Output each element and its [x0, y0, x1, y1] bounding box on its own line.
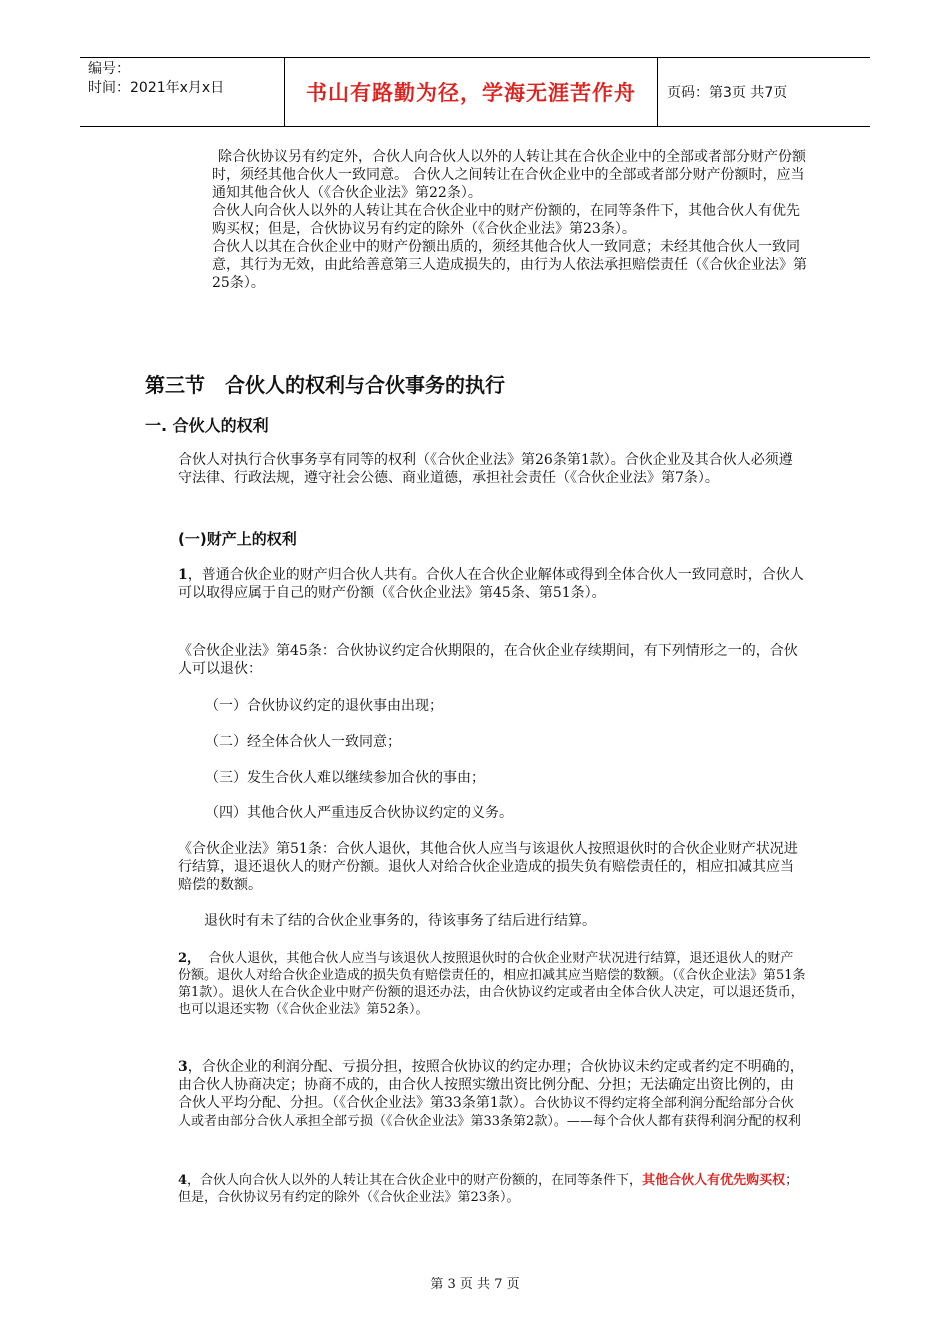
intro-paragraph-3: 合伙人以其在合伙企业中的财产份额出质的，须经其他合伙人一致同意；未经其他合伙人一致同意，其行为无效，由此给善意第三人造成损失的，由行为人依法承担赔偿责任（《合伙企业法》第25条）。	[212, 239, 807, 291]
item-4-number: 4	[178, 1173, 188, 1188]
time-label: 时间：2021年x月x日	[88, 80, 225, 96]
header-page-info: 页码：第3页 共7页	[667, 85, 788, 101]
item-2-text: 合伙人退伙，其他合伙人应当与该退伙人按照退伙时的合伙企业财产状况进行结算，退还退伙人的财产份额。退伙人对给合伙企业造成的损失负有赔偿责任的，相应扣减其应当赔偿的数额。（《合伙企业法》第51条第1款）。退伙人在合伙企业中财产份额的退还办法，由合伙协议约定或者由全体合伙人决定，可以退还货币，也可以退还实物（《合伙企业法》第52条）。	[178, 951, 806, 1017]
item-3	[178, 1058, 806, 1130]
intro-paragraph-2: 合伙人向合伙人以外的人转让其在合伙企业中的财产份额的，在同等条件下，其他合伙人有优先购买权；但是，合伙协议另有约定的除外（《合伙企业法》第23条）。	[212, 203, 800, 237]
withdrawal-list-item: （四）其他合伙人严重违反合伙协议约定的义务。	[205, 805, 513, 821]
article-51: 《合伙企业法》第51条：合伙人退伙，其他合伙人应当与该退伙人按照退伙时的合伙企业财产状况进行结算，退还退伙人的财产份额。退伙人对给合伙企业造成的损失负有赔偿责任的，相应扣减其应当赔偿的数额。	[178, 841, 798, 893]
header-motto: 书山有路勤为径，学海无涯苦作舟	[285, 58, 658, 126]
subsection-heading: 一. 合伙人的权利	[145, 416, 269, 435]
section-title: 第三节 合伙人的权利与合伙事务的执行	[145, 373, 505, 397]
intro-block	[212, 148, 808, 292]
rights-intro: 合伙人对执行合伙事务享有同等的权利（《合伙企业法》第26条第1款）。合伙企业及其合伙人必须遵守法律、行政法规，遵守社会公德、商业道德，承担社会责任（《合伙企业法》第7条）。	[178, 452, 793, 486]
article-45: 《合伙企业法》第45条：合伙协议约定合伙期限的，在合伙企业存续期间，有下列情形之一的，合伙人可以退伙：	[178, 643, 798, 677]
header-meta	[80, 58, 285, 126]
withdrawal-list-item: （三）发生合伙人难以继续参加合伙的事由；	[205, 770, 485, 786]
item-2-number: 2，	[178, 951, 201, 966]
property-rights-heading: (一)财产上的权利	[178, 530, 297, 548]
intro-paragraph-1: 除合伙协议另有约定外，合伙人向合伙人以外的人转让其在合伙企业中的全部或者部分财产份额时，须经其他合伙人一致同意。 合伙人之间转让在合伙企业中的全部或者部分财产份额时，应当通知其他合伙人（《合伙企业法》第22条）。	[212, 149, 806, 201]
withdrawal-list-item: （二）经全体合伙人一致同意；	[205, 734, 401, 750]
item-4-highlight: 其他合伙人有优先购买权	[642, 1173, 786, 1188]
item-3-number: 3	[178, 1059, 188, 1075]
item-3-text: ，合伙企业的利润分配、亏损分担，按照合伙协议的约定办理；合伙协议未约定或者约定不明确的，由合伙人协商决定；协商不成的，由合伙人按照实缴出资比例分配、分担；无法确定出资比例的，由合伙人平均分配、分担。（《合伙企业法》第33条第1款）。	[178, 1059, 804, 1111]
item-4-text-b: ；但是，合伙协议另有约定的除外（《合伙企业法》第23条）。	[178, 1173, 799, 1205]
item-4-text-a: ，合伙人向合伙人以外的人转让其在合伙企业中的财产份额的，在同等条件下，	[187, 1173, 643, 1188]
page-header	[80, 57, 870, 127]
item-1	[178, 566, 806, 602]
item-3-text-2: 合伙协议不得约定将全部利润分配给部分合伙人或者由部分合伙人承担全部亏损（《合伙企业法》第33条第2款）。——每个合伙人都有获得利润分配的权利	[178, 1096, 801, 1129]
item-4	[178, 1172, 806, 1206]
page-footer: 第 3 页 共 7 页	[430, 1277, 520, 1292]
article-51-settlement: 退伙时有未了结的合伙企业事务的，待该事务了结后进行结算。	[204, 913, 596, 929]
item-1-text: ，普通合伙企业的财产归合伙人共有。合伙人在合伙企业解体或得到全体合伙人一致同意时，合伙人可以取得应属于自己的财产份额（《合伙企业法》第45条、第51条）。	[178, 567, 804, 601]
item-2	[178, 950, 806, 1018]
serial-label: 编号：	[88, 61, 130, 77]
item-1-number: 1	[178, 567, 188, 583]
withdrawal-list-item: （一）合伙协议约定的退伙事由出现；	[205, 698, 443, 714]
